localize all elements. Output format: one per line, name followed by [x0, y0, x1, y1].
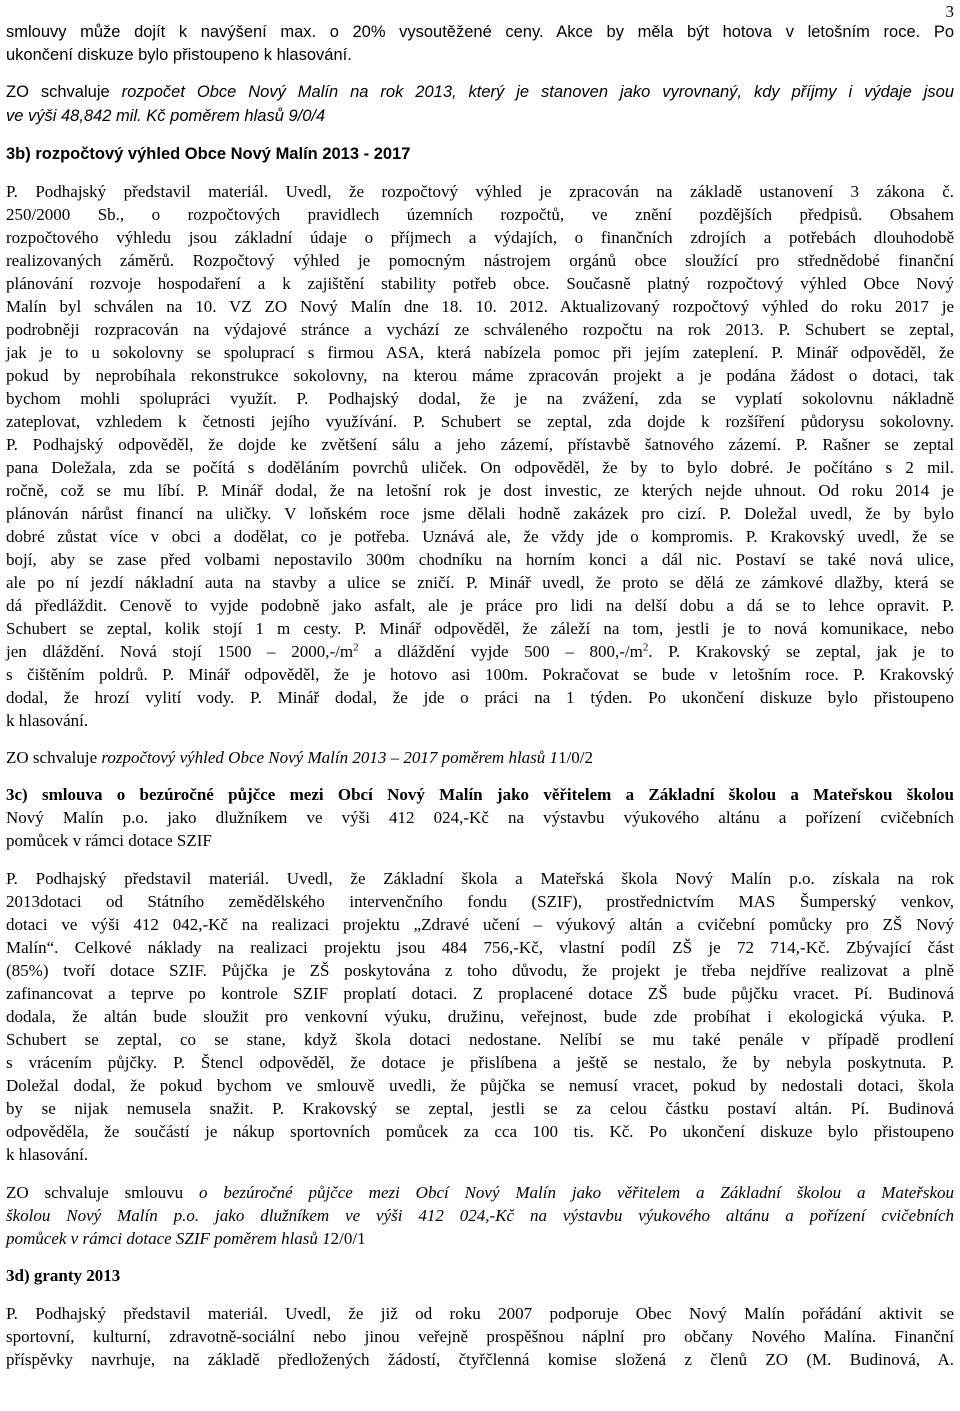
text-line: Schubert se zeptal, kolik stojí 1 m cesty. P. Minář odpověděl, že záleží na tom, jestli je to nová komunikace, nebo	[6, 619, 954, 638]
vote-result: 2/0/1	[330, 1229, 366, 1248]
text-line: Malín byl schválen na 10. VZ ZO Nový Malín dne 18. 10. 2012. Aktualizovaný rozpočtový výhled do roku 2017 je	[6, 297, 954, 316]
text-line: smlouvy může dojít k navýšení max. o 20% vysoutěžené ceny. Akce by měla být hotova v letošním roce. Po	[6, 23, 954, 41]
text-line: zafinancovat a teprve po kontrole SZIF proplatí dotaci. Z proplacené dotace ZŠ bude půjčku vracet. Pí. Budinová	[6, 984, 954, 1003]
text-span: . P. Krakovský se zeptal, jak je to	[648, 642, 954, 661]
text-line: ale po ní jezdí nákladní auta na stavby a ulice se zničí. P. Minář uvedl, že proto se dělá ze zámkové dlažby, která se	[6, 573, 954, 592]
text-line: realizovaných záměrů. Rozpočtový výhled je pomocným nástrojem orgánů obce sloužící pro střednědobé finanční	[6, 251, 954, 270]
text-line: dotaci ve výši 412 042,-Kč na realizaci projektu „Zdravé učení – výukový altán a cvičební pomůcky pro ZŠ Nový	[6, 915, 954, 934]
section-heading-3b: 3b) rozpočtový výhled Obce Nový Malín 2013 - 2017	[6, 145, 411, 163]
resolution-text: pomůcek v rámci dotace SZIF poměrem hlasů 1	[6, 1229, 331, 1248]
text-span: a dláždění vyjde 500 – 800,-/m	[358, 642, 643, 661]
section-heading-3c-line: Nový Malín p.o. jako dlužníkem ve výši 412 024,-Kč na výstavbu výukového altánu a pořízení cvičebních	[6, 808, 954, 827]
resolution-line: ve výši 48,842 mil. Kč poměrem hlasů 9/0/4	[6, 107, 326, 125]
text-line: P. Podhajský odpověděl, že dojde ke zvětšení sálu a jeho zázemí, přístavbě šatnového zázemí. P. Rašner se zeptal	[6, 435, 954, 454]
text-line: P. Podhajský představil materiál. Uvedl, že Základní škola a Mateřská škola Nový Malín p.o. získala na rok	[6, 869, 954, 888]
heading-text: 3c) smlouva o bezúročné půjčce mezi Obcí Nový Malín jako věřitelem a Základní školou a Mateřskou školou	[6, 785, 954, 804]
text-line: odpověděla, že součástí je nákup sportovních pomůcek za cca 100 tis. Kč. Po ukončení diskuze bylo přistoupeno	[6, 1122, 954, 1141]
text-line: 250/2000 Sb., o rozpočtových pravidlech územních rozpočtů, ve znění pozdějších předpisů. Obsahem	[6, 205, 954, 224]
text-line	[6, 642, 954, 662]
page-number: 3	[945, 2, 954, 21]
text-line: Doležal dodal, že pokud bychom ve smlouvě uvedli, že půjčka se nemusí vracet, pokud by nedostali dotaci, škola	[6, 1076, 954, 1095]
resolution-text: rozpočet Obce Nový Malín na rok 2013, který je stanoven jako vyrovnaný, kdy příjmy i výdaje jsou	[121, 83, 954, 101]
text-line: dodala, že altán bude sloužit pro venkovní výuku, družinu, veřejnost, bude zde probíhat i ekologická výuka. P.	[6, 1007, 954, 1026]
text-line: by se nijak nemusela snažit. P. Krakovský se zeptal, jestli se za celou částku postaví altán. Pí. Budinová	[6, 1099, 954, 1118]
resolution-text: rozpočtový výhled Obce Nový Malín 2013 – 2017 poměrem hlasů 1	[101, 748, 559, 767]
superscript: 2	[353, 641, 359, 654]
text-line: k hlasování.	[6, 1145, 89, 1164]
resolution-line: školou Nový Malín p.o. jako dlužníkem ve výši 412 024,-Kč na výstavbu výukového altánu a pořízení cvičebních	[6, 1206, 954, 1225]
section-heading-3c	[6, 785, 954, 805]
text-line: P. Podhajský představil materiál. Uvedl, že již od roku 2007 podporuje Obec Nový Malín pořádání aktivit se	[6, 1304, 954, 1323]
text-line: Schubert se zeptal, co se stane, když škola dotaci nedostane. Nelíbí se mu také penále v případě prodlení	[6, 1030, 954, 1049]
text-line: rozpočtového výhledu jsou základní údaje o příjmech a výdajích, o finančních zdrojích a potřebách dlouhodobě	[6, 228, 954, 247]
resolution-prefix: ZO schvaluje	[6, 83, 122, 101]
resolution-line	[6, 1183, 954, 1203]
text-line: s čištěním poldrů. P. Minář odpověděl, že je hotovo asi 100m. Pokračovat se bude v letošním roce. P. Krakovský	[6, 665, 954, 684]
superscript: 2	[642, 641, 649, 654]
text-line: pokud by neprobíhala rekonstrukce sokolovny, na kterou máme zpracován projekt a je podána žádost o dotaci, tak	[6, 366, 954, 385]
section-heading-3c-line: pomůcek v rámci dotace SZIF	[6, 831, 212, 850]
text-line: plánován nárůst financí na uličky. V loňském roce jsme dělali hodně zakázek pro cizí. P. Doležal uvedl, že by bylo	[6, 504, 954, 523]
text-line: ukončení diskuze bylo přistoupeno k hlasování.	[6, 46, 352, 64]
text-line: (85%) tvoří dotace SZIF. Půjčka je ZŠ poskytována z toho důvodu, že projekt je třeba nejdříve realizovat a plně	[6, 961, 954, 980]
text-line: P. Podhajský představil materiál. Uvedl, že rozpočtový výhled je zpracován na základě ustanovení 3 zákona č.	[6, 182, 954, 201]
text-line: 2013dotaci od Státního zemědělského intervenčního fondu (SZIF), prostřednictvím MAS Šumperský venkov,	[6, 892, 954, 911]
text-line: ročně, což se mu líbí. P. Minář dodal, že na letošní rok je dost investic, ze kterých nejde uhnout. Od roku 2014 je	[6, 481, 954, 500]
text-line: zateplovat, vzhledem k četnosti jejího využívání. P. Schubert se zeptal, zda dojde k rozšíření půdorysu sokolovny.	[6, 412, 954, 431]
resolution-text: o bezúročné půjčce mezi Obcí Nový Malín jako věřitelem a Základní školou a Mateřskou	[199, 1183, 955, 1202]
resolution-prefix: ZO schvaluje	[6, 748, 102, 767]
text-line: sportovní, kulturní, zdravotně-sociální nebo jinou veřejně prospěšnou náplní pro občany Nového Malína. Finanční	[6, 1327, 954, 1346]
resolution-line	[6, 82, 954, 102]
text-line: k hlasování.	[6, 711, 89, 730]
resolution-line	[6, 748, 593, 768]
resolution-prefix: ZO schvaluje smlouvu	[6, 1183, 199, 1202]
text-line: dá předláždit. Cenově to vyjde podobně jako asfalt, ale je práce pro lidi na delší dobu a dá se to lehce opravit. P.	[6, 596, 954, 615]
text-line: dobré zůstat více v obci a dodělat, co je potřeba. Uznává ale, že vždy jde o kompromis. P. Krakovský uvedl, že se	[6, 527, 954, 546]
text-line: bojí, aby se zase před volbami nepostavilo 300m chodníku na horním konci a dál nic. Postaví se také nová ulice,	[6, 550, 954, 569]
text-line: pana Doležala, zda se počítá s doděláním povrchů uliček. On odpověděl, že by to bylo dobré. Je počítáno s 2 mil.	[6, 458, 954, 477]
text-line: příspěvky navrhuje, na základě předložených žádostí, čtyřčlenná komise složená z členů ZO (M. Budinová, A.	[6, 1350, 954, 1369]
text-line: Malín“. Celkové náklady na realizaci projektu jsou 484 756,-Kč, vlastní podíl ZŠ je 72 714,-Kč. Zbývající část	[6, 938, 954, 957]
text-span: jen dláždění. Nová stojí 1500 – 2000,-/m	[6, 642, 354, 661]
text-line: jak je to u sokolovny se spoluprací s firmou ASA, která nabízela pomoc při jejím zateplení. P. Minář odpověděl, že	[6, 343, 954, 362]
resolution-line	[6, 1229, 366, 1249]
text-line: plánování rozvoje hospodaření a k zajištění stability potřeb obce. Současně platný rozpočtový výhled Obce Nový	[6, 274, 954, 293]
section-heading-3d: 3d) granty 2013	[6, 1266, 121, 1285]
text-line: bychom mohli spolupráci využít. P. Podhajský dodal, že je na zvážení, zda se vyplatí sokolovnu nákladně	[6, 389, 954, 408]
text-line: s vrácením půjčky. P. Štencl odpověděl, že dotace je přislíbena a ještě se nestalo, že by nebyla poskytnuta. P.	[6, 1053, 954, 1072]
text-line: podrobněji rozpracován na výdajové stránce a vychází ze schváleného rozpočtu na rok 2013. P. Schubert se zeptal,	[6, 320, 954, 339]
text-line: dodal, že hrozí vylití vody. P. Minář dodal, že jde o práci na 1 týden. Po ukončení diskuze bylo přistoupeno	[6, 688, 954, 707]
vote-result: 1/0/2	[558, 748, 594, 767]
